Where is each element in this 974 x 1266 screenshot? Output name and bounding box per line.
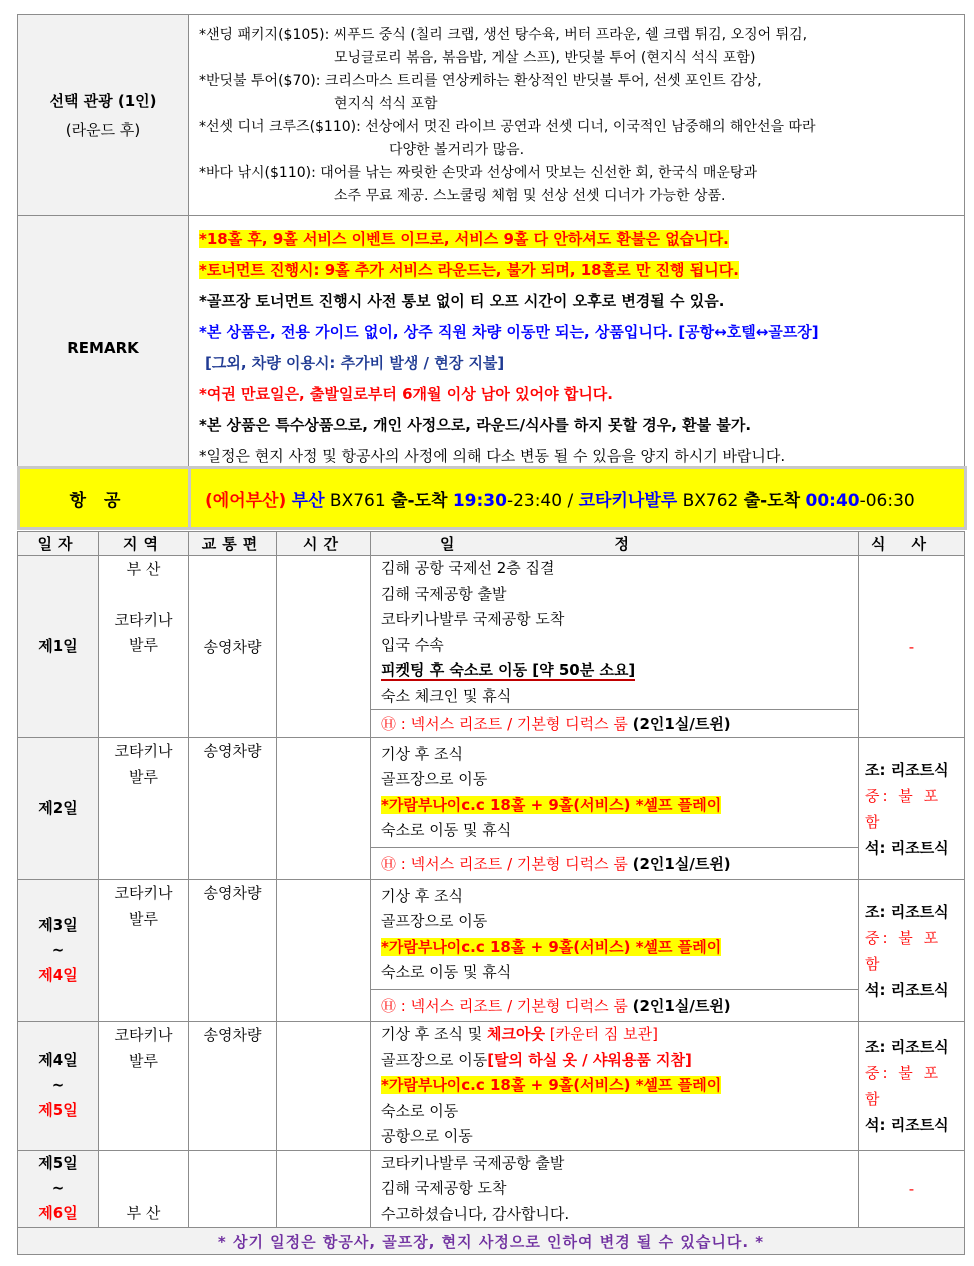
transport: 송영차량 (189, 1022, 277, 1151)
hotel: Ⓗ : 넥서스 리조트 / 기본형 디럭스 룸 (2인1실/트윈) (371, 710, 859, 738)
plan: 기상 후 조식 골프장으로 이동 *가람부나이c.c 18홀 + 9홀(서비스) *셀프 플레이 숙소로 이동 및 휴식 (371, 880, 859, 990)
optional-tour-content: *샌딩 패키지($105): 씨푸드 중식 (칠리 크랩, 생선 탕수육, 버터 프라운, 쉘 크랩 튀김, 오징어 튀김, 모닝글로리 볶음, 볶음밥, 게살 스프), 반딧불 투어 (현지식 석식 포함) *반딧불 투어($70): 크리스마스 트리를 연상케하는 환상적인 반딧불 투어, 선셋 포인트 감상, 현지식 석식 포함 *선셋 디너 크루즈($110): 선상에서 멋진 라이브 공연과 선셋 디너, 이국적인 남중해의 해안선을 따라 다양한 볼거리가 많음. *바다 낚시($110): 대어를 낚는 짜릿한 손맛과 선상에서 맛보는 신선한 회, 한국식 매운탕과 소주 무료 제공. 스노쿨링 체험 및 선상 선셋 디너가 가능한 상품. (189, 15, 965, 216)
transport (189, 1150, 277, 1228)
transport: 송영차량 (189, 738, 277, 880)
meal: 조: 리조트식 중: 불 포 함 석: 리조트식 (859, 1022, 965, 1151)
time (277, 1022, 371, 1151)
time (277, 880, 371, 1022)
plan: 기상 후 조식 골프장으로 이동 *가람부나이c.c 18홀 + 9홀(서비스) *셀프 플레이 숙소로 이동 및 휴식 (371, 738, 859, 848)
day-label: 제1일 (18, 556, 99, 738)
day-label: 제5일 ~ 제6일 (18, 1150, 99, 1228)
region: 부 산 (99, 1150, 189, 1228)
remark-content: *18홀 후, 9홀 서비스 이벤트 이므로, 서비스 9홀 다 안하셔도 환불은 없습니다. *토너먼트 진행시: 9홀 추가 서비스 라운드는, 불가 되며, 18홀로 만 진행 됩니다. *골프장 토너먼트 진행시 사전 통보 없이 티 오프 시간이 오후로 변경될 수 있음. *본 상품은, 전용 가이드 없이, 상주 직원 차량 이동만 되는, 상품입니다. [공항↔호텔↔골프장] [그외, 차량 이용시: 추가비 발생 / 현장 지불] *여권 만료일은, 출발일로부터 6개월 이상 남아 있어야 합니다. *본 상품은 특수상품으로, 개인 사정으로, 라운드/식사를 하지 못할 경우, 환불 불가. *일정은 현지 사정 및 항공사의 사정에 의해 다소 변동 될 수 있음을 양지 하시기 바랍니다. (189, 216, 965, 481)
plan: 김해 공항 국제선 2층 집결 김해 국제공항 출발 코타키나발루 국제공항 도착 입국 수속 피켓팅 후 숙소로 이동 [약 50분 소요] 숙소 체크인 및 휴식 (371, 556, 859, 710)
day-label: 제3일 ~ 제4일 (18, 880, 99, 1022)
region: 코타키나 발루 (99, 1022, 189, 1151)
optional-tour-label: 선택 관광 (1인) (라운드 후) (18, 15, 189, 216)
day-row (18, 556, 965, 710)
plan: 기상 후 조식 및 체크아웃 [카운터 짐 보관] 골프장으로 이동[탈의 하실 옷 / 샤워용품 지참] *가람부나이c.c 18홀 + 9홀(서비스) *셀프 플레이 숙소로 이동 공항으로 이동 (371, 1022, 859, 1151)
meal: 조: 리조트식 중: 불 포 함 석: 리조트식 (859, 880, 965, 1022)
region: 코타키나 발루 (99, 738, 189, 880)
time (277, 738, 371, 880)
day-row (18, 738, 965, 848)
day-label: 제2일 (18, 738, 99, 880)
flight-label: 항공 (19, 468, 190, 529)
time (277, 556, 371, 738)
day-row (18, 1022, 965, 1151)
day-row (18, 880, 965, 990)
flight-table (17, 466, 967, 530)
day-label: 제4일 ~ 제5일 (18, 1022, 99, 1151)
schedule-header: 일자 지역 교통편 시간 일정 식사 (18, 532, 965, 556)
footer-note: * 상기 일정은 항공사, 골프장, 현지 사정으로 인하여 변경 될 수 있습니다. * (18, 1228, 965, 1255)
remark-label: REMARK (18, 216, 189, 481)
schedule-table (17, 531, 965, 1255)
region: 부 산 코타키나 발루 (99, 556, 189, 738)
meal: - (859, 1150, 965, 1228)
day-row (18, 1150, 965, 1228)
transport: 송영차량 (189, 880, 277, 1022)
info-table (17, 14, 965, 481)
time (277, 1150, 371, 1228)
region: 코타키나 발루 (99, 880, 189, 1022)
meal: - (859, 556, 965, 738)
plan: 코타키나발루 국제공항 출발 김해 국제공항 도착 수고하셨습니다, 감사합니다. (371, 1150, 859, 1228)
hotel: Ⓗ : 넥서스 리조트 / 기본형 디럭스 룸 (2인1실/트윈) (371, 848, 859, 880)
hotel: Ⓗ : 넥서스 리조트 / 기본형 디럭스 룸 (2인1실/트윈) (371, 990, 859, 1022)
meal: 조: 리조트식 중: 불 포 함 석: 리조트식 (859, 738, 965, 880)
flight-info: (에어부산) 부산 BX761 출-도착 19:30-23:40 / 코타키나발루 BX762 출-도착 00:40-06:30 (190, 468, 966, 529)
transport: 송영차량 (189, 556, 277, 738)
